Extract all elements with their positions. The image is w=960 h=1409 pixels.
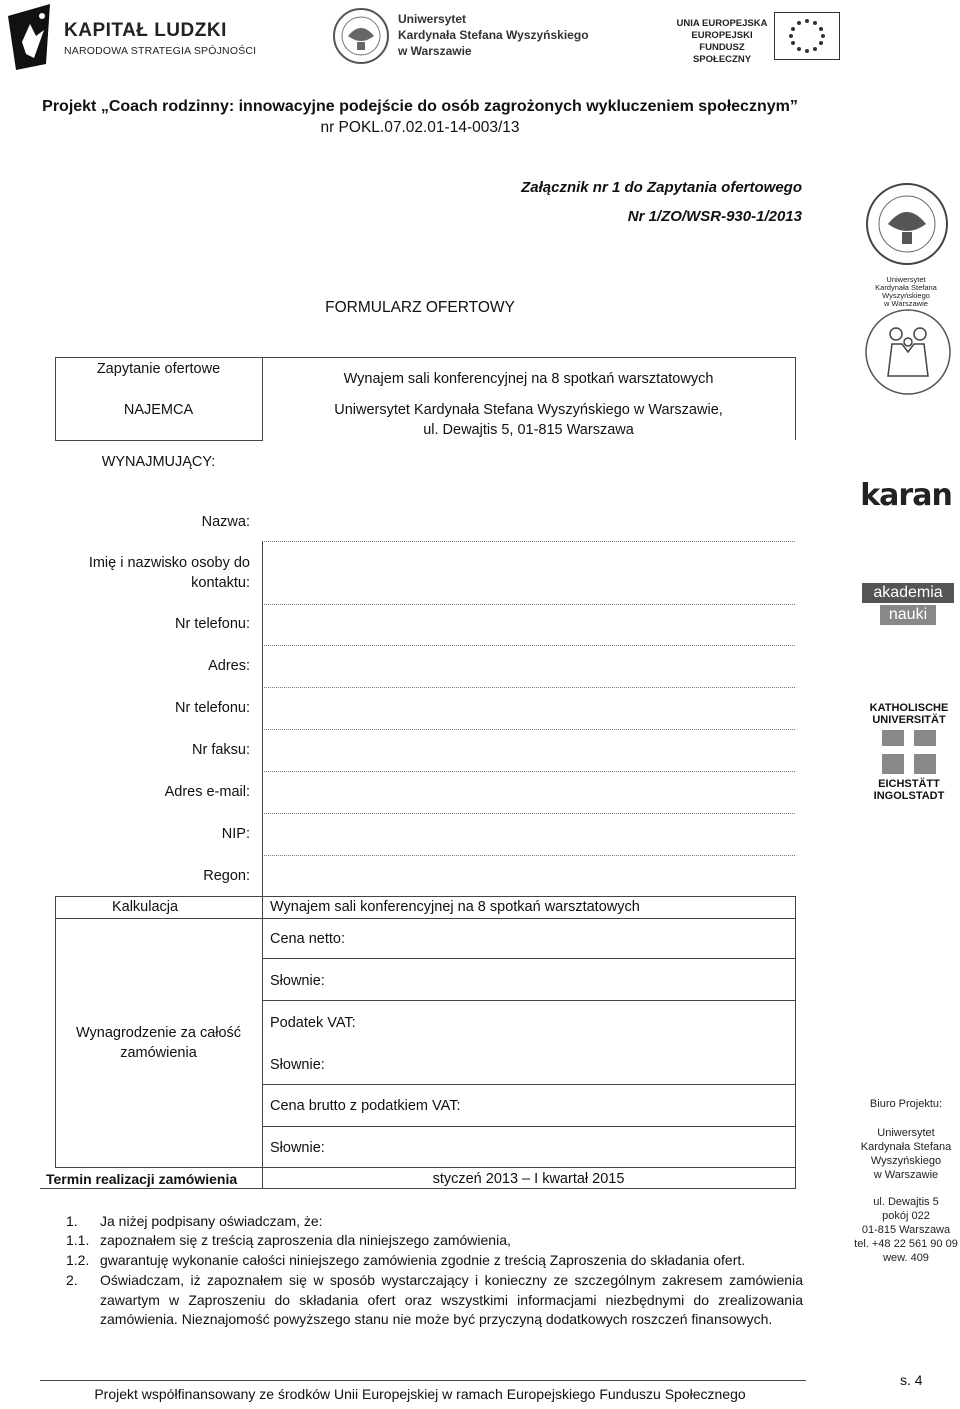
- field-osoba-label-line2: kontaktu:: [191, 575, 250, 591]
- kapital-ludzki-title: KAPITAŁ LUDZKI: [64, 20, 227, 41]
- najemca-value-line1: Uniwersytet Kardynała Stefana Wyszyńskiego w Warszawie,: [334, 402, 723, 418]
- field-email-label: Adres e-mail:: [164, 784, 250, 800]
- cena-brutto-label: Cena brutto z podatkiem VAT:: [270, 1098, 461, 1114]
- field-nip-label: NIP:: [221, 826, 250, 842]
- uksw-header-line1: Uniwersytet: [398, 12, 467, 26]
- slownie-label-1: Słownie:: [270, 973, 325, 989]
- address-line2: pokój 022: [882, 1210, 930, 1222]
- answer-line: [262, 771, 795, 772]
- slownie-label-2: Słownie:: [270, 1057, 325, 1073]
- form-title: FORMULARZ OFERTOWY: [325, 299, 515, 316]
- answer-line: [262, 813, 795, 814]
- uksw-header-line3: w Warszawie: [398, 44, 472, 58]
- answer-line: [262, 729, 795, 730]
- footer-rule: [40, 1380, 806, 1381]
- table-border-mid: [55, 440, 263, 441]
- najemca-value-line2: ul. Dewajtis 5, 01-815 Warszawa: [423, 422, 634, 438]
- ku-logo-top: [866, 702, 952, 726]
- field-telefon2-label: Nr telefonu:: [175, 700, 250, 716]
- address-line3: 01-815 Warszawa: [861, 1224, 951, 1236]
- decl-text-2: Oświadczam, iż zapoznałem się w sposób wystarczający i konieczny ze szczególnym zakresem zamówienia zawartym w Zaproszeniu do składania ofert oraz wszystkimi informacjami niezbędnymi do zrealizowania zamówienia. Nieznajomość powyższego stanu nie może być przyczyną dodatkowych roszczeń finansowych.: [100, 1272, 803, 1327]
- wynagrodzenie-label-line2: zamówienia: [120, 1045, 197, 1061]
- ue-line2: EUROPEJSKI: [691, 30, 753, 41]
- karan-logo: karan: [860, 478, 952, 513]
- calc-divider: [262, 896, 263, 1189]
- uksw-side-line2: Kardynała Stefana Wyszyńskiego: [875, 283, 937, 300]
- decl-num-1-2: 1.2.: [66, 1252, 90, 1268]
- field-osoba-label-line1: Imię i nazwisko osoby do: [88, 555, 250, 571]
- field-regon-label: Regon:: [203, 868, 250, 884]
- biuro-line4: w Warszawie: [873, 1169, 939, 1181]
- calc-row-line: [262, 1084, 795, 1085]
- decl-text-1: Ja niżej podpisany oświadczam, że:: [100, 1213, 323, 1229]
- decl-num-1: 1.: [66, 1213, 78, 1229]
- kalkulacja-value: Wynajem sali konferencyjnej na 8 spotkań warsztatowych: [270, 899, 640, 915]
- calc-border-bottom: [40, 1188, 795, 1189]
- ue-text: [676, 18, 768, 66]
- calc-border-right: [795, 896, 796, 1189]
- podatek-vat-label: Podatek VAT:: [270, 1015, 356, 1031]
- field-nazwa-label: Nazwa:: [201, 514, 250, 530]
- ku-bottom-line2: INGOLSTADT: [873, 790, 945, 802]
- ue-line1: UNIA EUROPEJSKA: [676, 18, 768, 29]
- decl-num-1-1: 1.1.: [66, 1232, 90, 1248]
- answer-line: [262, 687, 795, 688]
- attachment-title: Załącznik nr 1 do Zapytania ofertowego: [521, 179, 802, 196]
- cena-netto-label: Cena netto:: [270, 931, 345, 947]
- uksw-side-line3: w Warszawie: [884, 299, 928, 308]
- biuro-line3: Wyszyńskiego: [870, 1155, 942, 1167]
- wynagrodzenie-label-line1: Wynagrodzenie za całość: [75, 1025, 242, 1041]
- address-block: [852, 1195, 960, 1265]
- biuro-block: [852, 1126, 960, 1182]
- wynajmujacy-label: WYNAJMUJĄCY:: [101, 454, 216, 470]
- address-line4: tel. +48 22 561 90 09: [854, 1238, 958, 1250]
- answer-line: [262, 541, 795, 542]
- termin-label: Termin realizacji zamówienia: [46, 1171, 238, 1187]
- project-title: Projekt „Coach rodzinny: innowacyjne podejście do osób zagrożonych wykluczeniem społecznym”: [42, 98, 798, 115]
- uksw-header-line2: Kardynała Stefana Wyszyńskiego: [398, 28, 589, 42]
- najemca-label: NAJEMCA: [123, 402, 194, 418]
- ku-bottom-line1: EICHSTÄTT: [878, 778, 940, 790]
- answer-line: [262, 645, 795, 646]
- table-border-top: [55, 357, 795, 358]
- zapytanie-value: Wynajem sali konferencyjnej na 8 spotkań warsztatowych: [343, 371, 714, 387]
- decl-num-2: 2.: [66, 1272, 78, 1288]
- ku-top-line1: KATHOLISCHE: [869, 702, 949, 714]
- uksw-seal-icon: [330, 6, 392, 66]
- kapital-ludzki-subtitle: NARODOWA STRATEGIA SPÓJNOŚCI: [64, 45, 257, 57]
- calc-row-line: [262, 1126, 795, 1127]
- project-number: nr POKL.07.02.01-14-003/13: [320, 119, 520, 136]
- kalkulacja-label: Kalkulacja: [111, 899, 179, 915]
- uksw-side-line1: Uniwersytet: [886, 275, 926, 284]
- biuro-title: Biuro Projektu:: [869, 1098, 943, 1110]
- field-adres-label: Adres:: [208, 658, 250, 674]
- biuro-line1: Uniwersytet: [877, 1127, 935, 1139]
- calc-row-line: [55, 1167, 795, 1168]
- decl-text-1-1: zapoznałem się z treścią zaproszenia dla niniejszego zamówienia,: [100, 1232, 511, 1248]
- ku-logo-bottom: [866, 778, 952, 802]
- eu-flag-icon: [774, 12, 840, 60]
- ku-top-line2: UNIVERSITÄT: [872, 714, 946, 726]
- calc-row-line: [55, 918, 795, 919]
- decl-text-1-2: gwarantuję wykonanie całości niniejszego zamówienia zgodnie z treścią Zaproszenia do składania ofert.: [100, 1252, 746, 1268]
- footer-text: Projekt współfinansowany ze środków Unii Europejskiej w ramach Europejskiego Funduszu Społecznego: [94, 1386, 746, 1402]
- calc-border-top: [55, 896, 795, 897]
- table-border-right: [795, 357, 796, 440]
- uksw-seal-side-icon: [862, 176, 952, 276]
- address-line1: ul. Dewajtis 5: [873, 1196, 939, 1208]
- biuro-line2: Kardynała Stefana: [860, 1141, 952, 1153]
- calc-row-line: [262, 1000, 795, 1001]
- address-line5: wew. 409: [883, 1252, 929, 1264]
- answer-line: [262, 604, 795, 605]
- page-number: s. 4: [900, 1372, 923, 1388]
- ue-line3: FUNDUSZ SPOŁECZNY: [692, 42, 752, 65]
- nauki-logo: nauki: [880, 605, 936, 625]
- wydzial-seal-icon: [862, 304, 954, 400]
- field-telefon-label: Nr telefonu:: [175, 616, 250, 632]
- akademia-logo: akademia: [862, 583, 954, 603]
- field-faks-label: Nr faksu:: [191, 742, 250, 758]
- calc-row-line: [262, 958, 795, 959]
- answer-line: [262, 855, 795, 856]
- zapytanie-label: Zapytanie ofertowe: [96, 361, 221, 377]
- attachment-number: Nr 1/ZO/WSR-930-1/2013: [627, 208, 802, 225]
- field-divider: [262, 541, 263, 897]
- slownie-label-3: Słownie:: [270, 1140, 325, 1156]
- ku-shield-icon: [880, 728, 938, 776]
- termin-value: styczeń 2013 – I kwartał 2015: [432, 1171, 625, 1187]
